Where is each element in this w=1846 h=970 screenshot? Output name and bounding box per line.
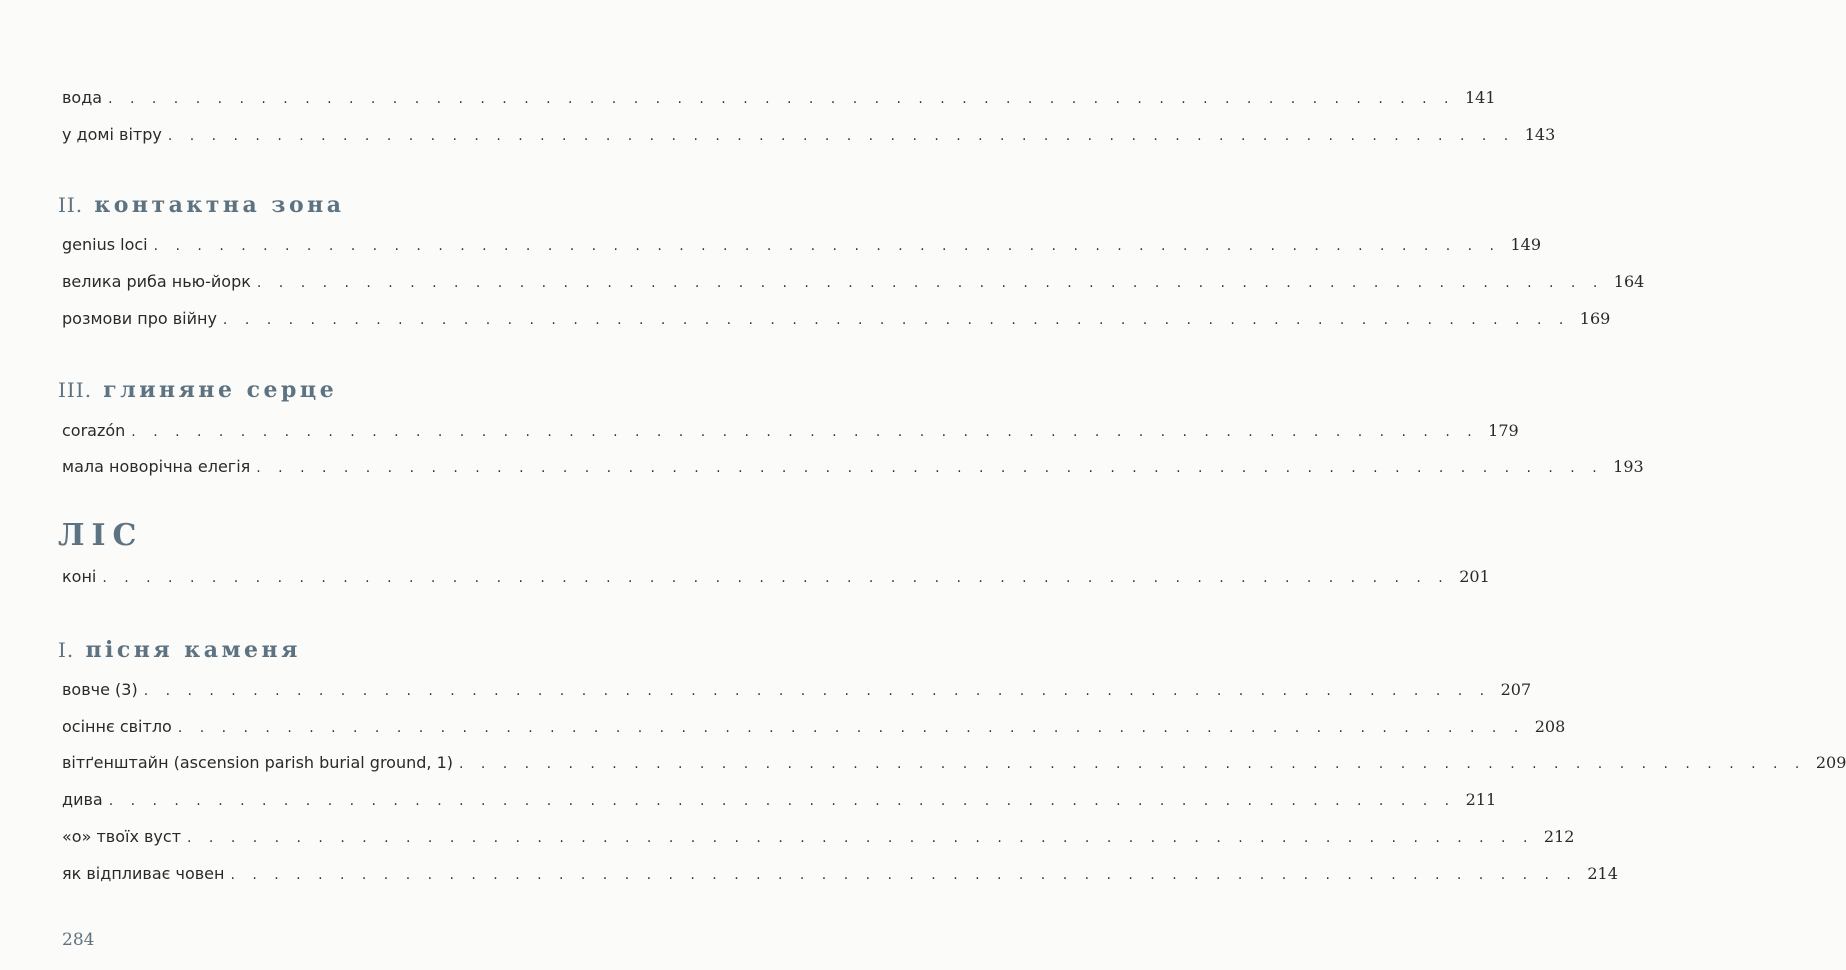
toc-entry[interactable] xyxy=(62,717,1566,738)
toc-entry-page: 143 xyxy=(1524,125,1556,144)
toc-entry-page: 209 xyxy=(1815,753,1846,772)
toc-entry-page: 193 xyxy=(1613,457,1644,476)
section-title: контактна зона xyxy=(94,192,345,218)
toc-entry-title: вітґенштайн (ascension parish burial ground, 1) xyxy=(62,753,453,772)
toc-entry[interactable] xyxy=(62,790,1497,811)
section-heading xyxy=(58,192,345,218)
toc-entry-title: мала новорічна елегія xyxy=(62,457,251,476)
toc-entry-page: 201 xyxy=(1459,567,1490,586)
section-title: глиняне серце xyxy=(103,377,338,403)
toc-entry-title: «о» твоїх вуст xyxy=(62,827,182,846)
toc-entry-page: 211 xyxy=(1465,790,1497,809)
dot-leader: . . . . . . . . . . . . . . . . . . . . . . . . . . . . . . . . . . . . . . . . . . . . . . . . . . . . . . . . . . . . . . xyxy=(167,128,1515,144)
toc-entry[interactable] xyxy=(62,125,1556,146)
toc-entry-title: genius loci xyxy=(62,235,148,254)
toc-entry-page: 214 xyxy=(1587,864,1618,883)
dot-leader: . . . . . . . . . . . . . . . . . . . . . . . . . . . . . . . . . . . . . . . . . . . . . . . . . . . . . . . . . . . . . . xyxy=(187,830,1534,846)
section-number: II. xyxy=(58,193,84,217)
toc-entry-title: велика риба нью-йорк xyxy=(62,272,251,291)
section-number: III. xyxy=(58,378,93,402)
toc-entry[interactable] xyxy=(62,309,1611,330)
toc-entry[interactable] xyxy=(62,421,1519,442)
toc-entry-title: розмови про війну xyxy=(62,309,217,328)
toc-entry[interactable] xyxy=(62,753,1846,774)
part-heading: ЛІС xyxy=(58,518,144,553)
toc-entry[interactable] xyxy=(62,864,1618,885)
dot-leader: . . . . . . . . . . . . . . . . . . . . . . . . . . . . . . . . . . . . . . . . . . . . . . . . . . . . . . . . . . . . . . xyxy=(222,312,1570,328)
toc-entry[interactable] xyxy=(62,567,1490,588)
toc-entry-title: corazón xyxy=(62,421,126,440)
toc-entry[interactable] xyxy=(62,827,1575,848)
toc-entry-page: 169 xyxy=(1579,309,1611,328)
toc-entry-title: у домі вітру xyxy=(62,125,162,144)
toc-entry-title: дива xyxy=(62,790,103,809)
toc-entry-title: коні xyxy=(62,567,97,586)
toc-entry-page: 141 xyxy=(1464,88,1496,107)
toc-entry-page: 164 xyxy=(1613,272,1645,291)
dot-leader: . . . . . . . . . . . . . . . . . . . . . . . . . . . . . . . . . . . . . . . . . . . . . . . . . . . . . . . . . . . . . . xyxy=(102,570,1450,586)
toc-entry-page: 149 xyxy=(1510,235,1542,254)
section-heading xyxy=(58,377,337,403)
toc-entry[interactable] xyxy=(62,272,1645,293)
dot-leader: . . . . . . . . . . . . . . . . . . . . . . . . . . . . . . . . . . . . . . . . . . . . . . . . . . . . . . . . . . . . . . xyxy=(256,275,1604,291)
toc-entry-title: вовче (3) xyxy=(62,680,138,699)
dot-leader: . . . . . . . . . . . . . . . . . . . . . . . . . . . . . . . . . . . . . . . . . . . . . . . . . . . . . . . . . . . . . . xyxy=(458,756,1806,772)
toc-entry-page: 208 xyxy=(1534,717,1566,736)
toc-entry-title: як відпливає човен xyxy=(62,864,225,883)
dot-leader: . . . . . . . . . . . . . . . . . . . . . . . . . . . . . . . . . . . . . . . . . . . . . . . . . . . . . . . . . . . . . . xyxy=(177,720,1525,736)
toc-entry[interactable] xyxy=(62,235,1542,256)
section-title: пісня каменя xyxy=(85,637,301,663)
dot-leader: . . . . . . . . . . . . . . . . . . . . . . . . . . . . . . . . . . . . . . . . . . . . . . . . . . . . . . . . . . . . . . xyxy=(230,867,1578,883)
dot-leader: . . . . . . . . . . . . . . . . . . . . . . . . . . . . . . . . . . . . . . . . . . . . . . . . . . . . . . . . . . . . . . xyxy=(131,424,1479,440)
toc-entry-page: 212 xyxy=(1543,827,1575,846)
dot-leader: . . . . . . . . . . . . . . . . . . . . . . . . . . . . . . . . . . . . . . . . . . . . . . . . . . . . . . . . . . . . . . xyxy=(108,793,1456,809)
toc-entry[interactable] xyxy=(62,680,1532,701)
toc-entry-page: 207 xyxy=(1500,680,1532,699)
dot-leader: . . . . . . . . . . . . . . . . . . . . . . . . . . . . . . . . . . . . . . . . . . . . . . . . . . . . . . . . . . . . . . xyxy=(153,238,1501,254)
dot-leader: . . . . . . . . . . . . . . . . . . . . . . . . . . . . . . . . . . . . . . . . . . . . . . . . . . . . . . . . . . . . . . xyxy=(143,683,1491,699)
page-number: 284 xyxy=(62,930,95,950)
toc-entry[interactable] xyxy=(62,88,1496,109)
toc-entry-page: 179 xyxy=(1488,421,1519,440)
section-heading xyxy=(58,637,301,663)
dot-leader: . . . . . . . . . . . . . . . . . . . . . . . . . . . . . . . . . . . . . . . . . . . . . . . . . . . . . . . . . . . . . . xyxy=(256,460,1604,476)
section-number: I. xyxy=(58,638,75,662)
toc-entry[interactable] xyxy=(62,457,1644,478)
toc-entry-title: осіннє світло xyxy=(62,717,172,736)
toc-entry-title: вода xyxy=(62,88,103,107)
dot-leader: . . . . . . . . . . . . . . . . . . . . . . . . . . . . . . . . . . . . . . . . . . . . . . . . . . . . . . . . . . . . . . xyxy=(108,91,1455,107)
